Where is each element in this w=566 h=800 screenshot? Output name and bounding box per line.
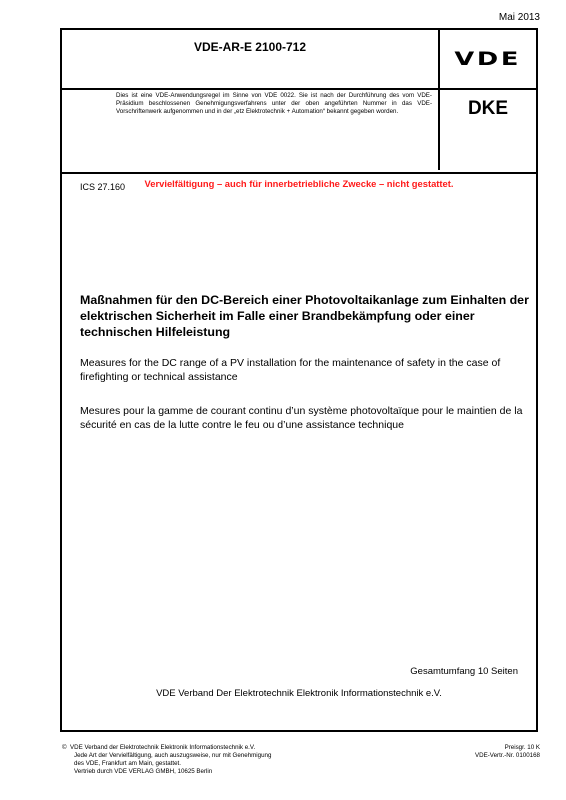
- copyright-line-4: Vertrieb durch VDE VERLAG GMBH, 10625 Berlin: [74, 768, 213, 775]
- ics-code: ICS 27.160: [80, 182, 126, 192]
- title-german: Maßnahmen für den DC-Bereich einer Photovoltaikanlage zum Einhalten der elektrischen Sicherheit im Falle einer Brandbekämpfung oder einer technischen Hilfeleistung: [80, 293, 529, 339]
- title-english: Measures for the DC range of a PV installation for the maintenance of safety in the case of firefighting or technical assistance: [80, 357, 501, 383]
- copyright-line-1: VDE Verband der Elektrotechnik Elektronik Informationstechnik e.V.: [70, 744, 256, 751]
- reproduction-warning: Vervielfältigung – auch für innerbetriebliche Zwecke – nicht gestattet.: [144, 178, 454, 189]
- copyright-symbol: ©: [62, 744, 67, 751]
- document-frame: [60, 28, 538, 732]
- vde-logo-text: VDE: [454, 48, 522, 70]
- price-group: Preisgr. 10 K: [504, 744, 540, 751]
- distribution-number: VDE-Vertr.-Nr. 0100168: [475, 752, 540, 759]
- title-french: Mesures pour la gamme de courant continu d’un système photovoltaïque pour le maintien de la sécurité en cas de la lutte contre le feu ou d’une assistance technique: [80, 405, 523, 431]
- vde-logo: [440, 30, 536, 88]
- copyright-line: [62, 744, 271, 752]
- total-pages: Gesamtumfang 10 Seiten: [410, 666, 518, 677]
- copyright-block: [62, 744, 271, 776]
- price-info: [475, 744, 540, 760]
- dke-label: DKE: [467, 98, 509, 119]
- publisher-name: VDE Verband Der Elektrotechnik Elektronik Informationstechnik e.V.: [156, 688, 442, 699]
- copyright-line-3: des VDE, Frankfurt am Main, gestattet.: [74, 760, 181, 767]
- application-rule-notice: Dies ist eine VDE-Anwendungsregel im Sinne von VDE 0022. Sie ist nach der Durchführung des vom VDE-Präsidium beschlossenen Genehmigungsverfahrens unter der oben angeführten Nummer in das VDE-Vorschriftenwerk aufgenommen und in der „etz Elektrotechnik + Automation“ bekannt gegeben worden.: [116, 92, 432, 115]
- document-number: VDE-AR-E 2100-712: [193, 40, 307, 54]
- copyright-line-2: Jede Art der Vervielfältigung, auch auszugsweise, nur mit Genehmigung: [74, 752, 272, 759]
- publication-date: Mai 2013: [498, 12, 540, 23]
